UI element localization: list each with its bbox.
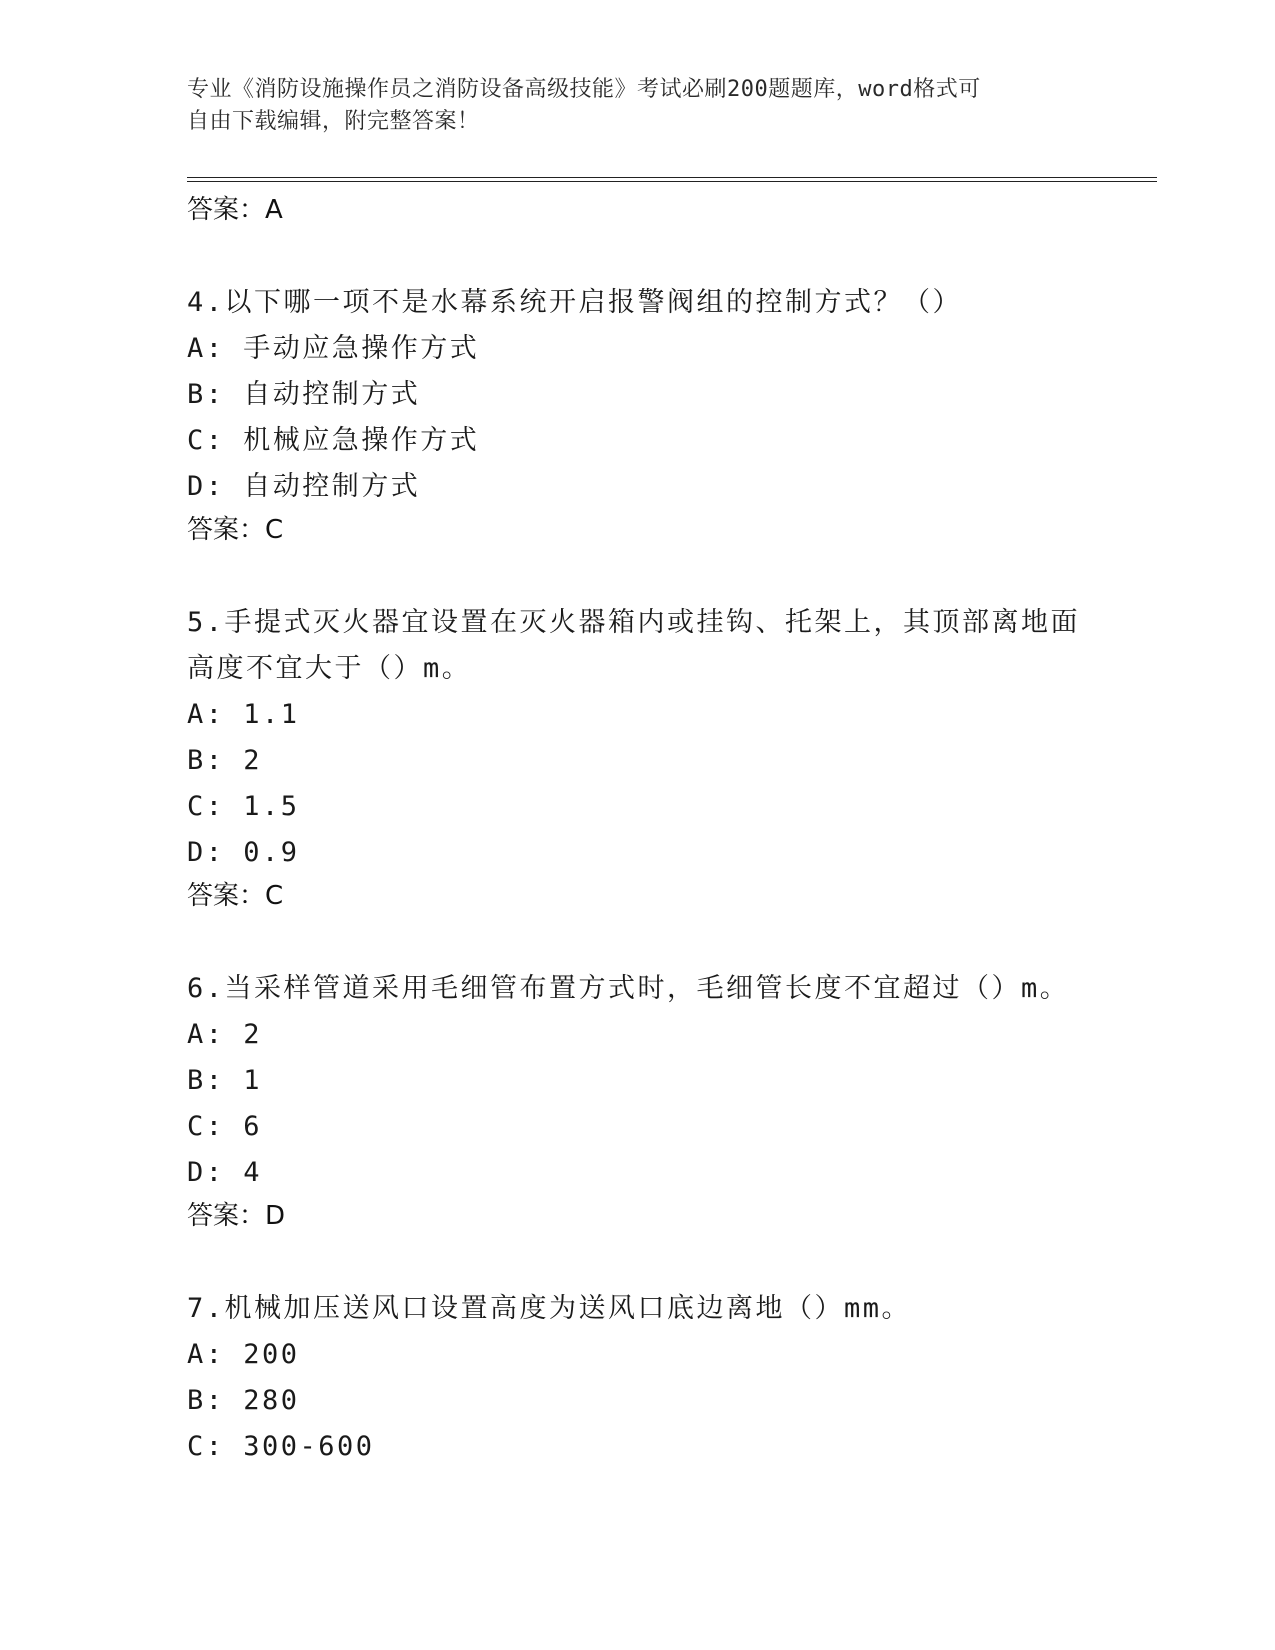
option-b: B: 2 xyxy=(187,745,263,776)
question-text: 6.当采样管道采用毛细管布置方式时，毛细管长度不宜超过（）m。 xyxy=(187,973,1070,1004)
document-header xyxy=(187,74,1077,138)
option-d: D: 4 xyxy=(187,1157,263,1188)
answer-line: 答案：C xyxy=(187,515,284,545)
option-a: A: 手动应急操作方式 xyxy=(187,333,480,364)
question-block xyxy=(187,280,1147,550)
answer-line: 答案：C xyxy=(187,881,284,911)
option-b: B: 1 xyxy=(187,1065,263,1096)
option-d: D: 0.9 xyxy=(187,837,300,868)
option-d: D: 自动控制方式 xyxy=(187,471,421,502)
answer-line: 答案：A xyxy=(187,195,283,225)
answer-line: 答案：D xyxy=(187,1201,286,1231)
option-a: A: 1.1 xyxy=(187,699,300,730)
header-line-2: 自由下载编辑，附完整答案！ xyxy=(187,109,480,134)
question-text-continued: 高度不宜大于（）m。 xyxy=(187,653,472,684)
question-text: 5.手提式灭火器宜设置在灭火器箱内或挂钩、托架上，其顶部离地面 xyxy=(187,607,1081,638)
header-line-1: 专业《消防设施操作员之消防设备高级技能》考试必刷200题题库，word格式可 xyxy=(187,77,981,102)
option-c: C: 1.5 xyxy=(187,791,300,822)
option-c: C: 300-600 xyxy=(187,1431,375,1462)
question-text: 4.以下哪一项不是水幕系统开启报警阀组的控制方式？（） xyxy=(187,287,963,318)
question-block xyxy=(187,966,1147,1236)
question-block xyxy=(187,1286,1147,1470)
option-c: C: 6 xyxy=(187,1111,263,1142)
option-c: C: 机械应急操作方式 xyxy=(187,425,480,456)
option-a: A: 2 xyxy=(187,1019,263,1050)
question-list xyxy=(187,190,1147,1470)
option-b: B: 自动控制方式 xyxy=(187,379,421,410)
option-a: A: 200 xyxy=(187,1339,300,1370)
option-b: B: 280 xyxy=(187,1385,300,1416)
question-text: 7.机械加压送风口设置高度为送风口底边离地（）mm。 xyxy=(187,1293,912,1324)
question-block xyxy=(187,600,1147,916)
header-divider xyxy=(187,177,1157,182)
